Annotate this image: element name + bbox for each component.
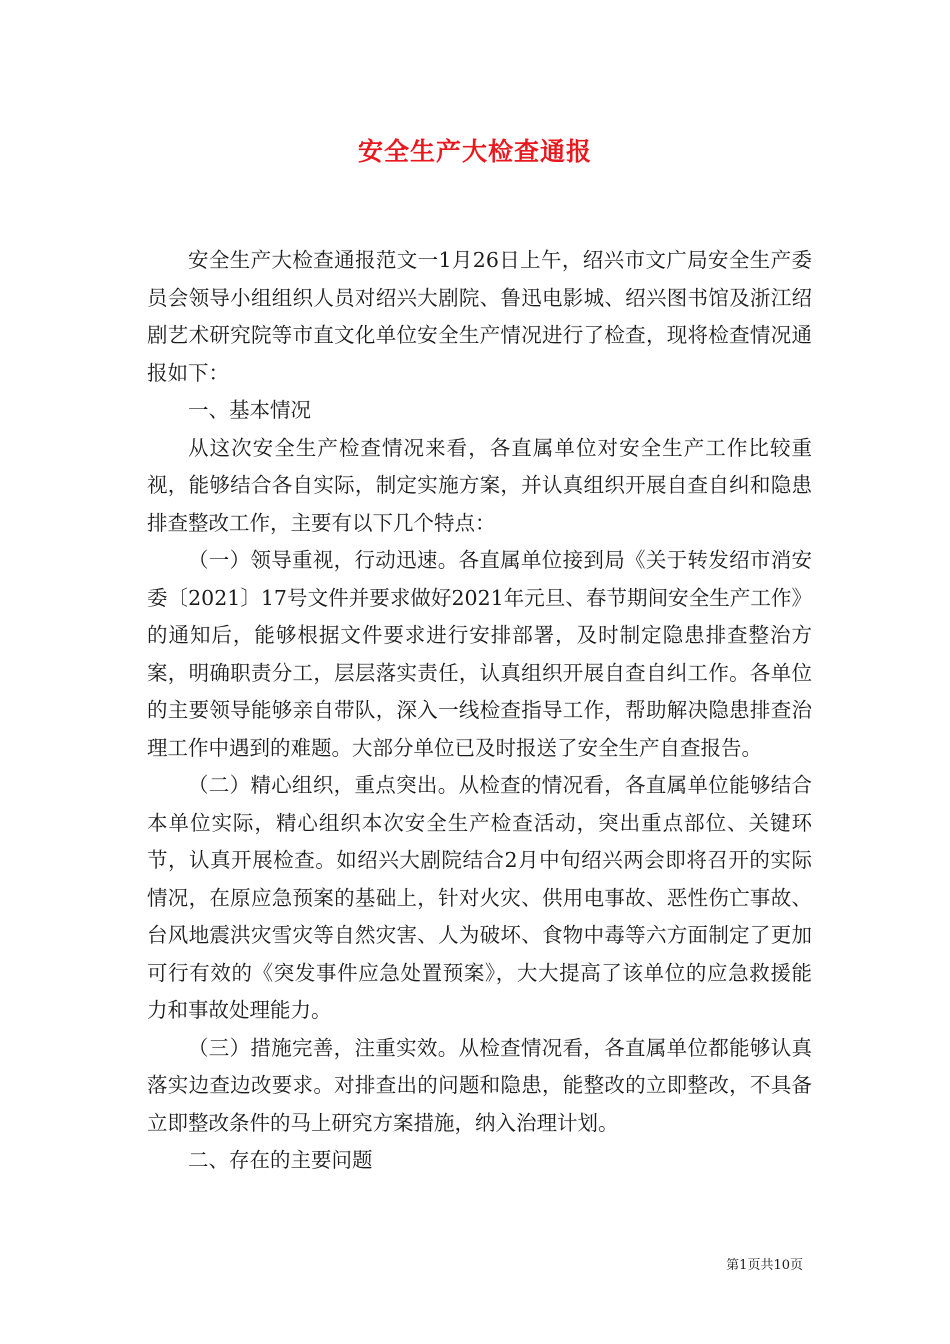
paragraph-intro: 安全生产大检查通报范文一1月26日上午，绍兴市文广局安全生产委员会领导小组组织人员对绍兴大剧院、鲁迅电影城、绍兴图书馆及浙江绍剧艺术研究院等市直文化单位安全生产情况进行了检查，现将检查情况通报如下：: [147, 248, 812, 385]
paragraph-point-2: （二）精心组织，重点突出。从检查的情况看，各直属单位能够结合本单位实际，精心组织本次安全生产检查活动，突出重点部位、关键环节，认真开展检查。如绍兴大剧院结合2月中旬绍兴两会即将召开的实际情况，在原应急预案的基础上，针对火灾、供用电事故、恶性伤亡事故、台风地震洪灾雪灾等自然灾害、人为破坏、食物中毒等六方面制定了更加可行有效的《突发事件应急处置预案》，大大提高了该单位的应急救援能力和事故处理能力。: [147, 773, 812, 1022]
section-heading-main-problems: 二、存在的主要问题: [188, 1148, 373, 1172]
document-body: [147, 242, 812, 1180]
paragraph-point-3: （三）措施完善，注重实效。从检查情况看，各直属单位都能够认真落实边查边改要求。对排查出的问题和隐患，能整改的立即整改，不具备立即整改条件的马上研究方案措施，纳入治理计划。: [147, 1035, 812, 1135]
paragraph-point-1: （一）领导重视，行动迅速。各直属单位接到局《关于转发绍市消安委〔2021〕17号文件并要求做好2021年元旦、春节期间安全生产工作》的通知后，能够根据文件要求进行安排部署，及时制定隐患排查整治方案，明确职责分工，层层落实责任，认真组织开展自查自纠工作。各单位的主要领导能够亲自带队，深入一线检查指导工作，帮助解决隐患排查治理工作中遇到的难题。大部分单位已及时报送了安全生产自查报告。: [147, 548, 812, 760]
section-heading-basic-situation: 一、基本情况: [188, 398, 311, 422]
paragraph-overview: 从这次安全生产检查情况来看，各直属单位对安全生产工作比较重视，能够结合各自实际，制定实施方案，并认真组织开展自查自纠和隐患排查整改工作，主要有以下几个特点：: [147, 435, 812, 535]
page-number: 第1页共10页: [726, 1258, 803, 1273]
document-title: 安全生产大检查通报: [357, 137, 592, 166]
